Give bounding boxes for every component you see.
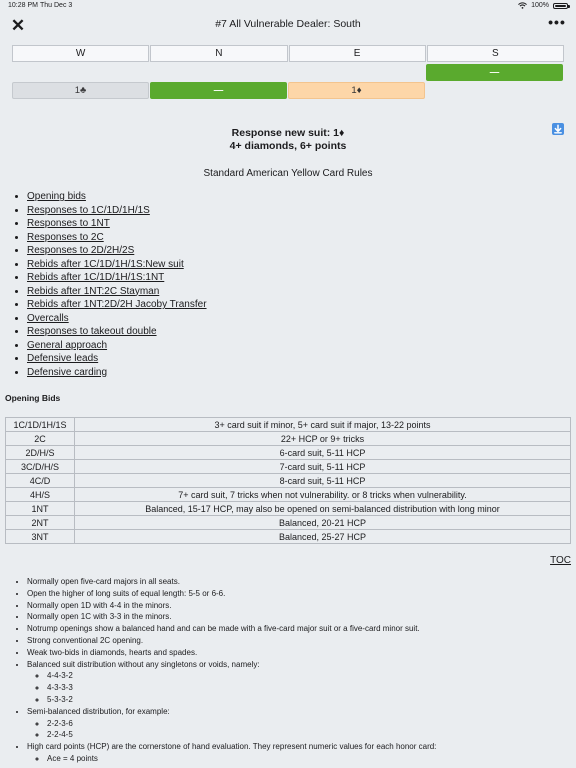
bid-west-1-club[interactable]: 1♣	[12, 82, 149, 99]
toc-link-rebids-stayman[interactable]: Rebids after 1NT:2C Stayman	[27, 285, 160, 297]
toc-link-rebids-1nt[interactable]: Rebids after 1C/1D/1H/1S:1NT	[27, 272, 165, 283]
status-right	[518, 2, 568, 9]
toc-link-opening-bids[interactable]: Opening bids	[27, 191, 86, 202]
list-item	[27, 339, 207, 353]
list-item	[27, 244, 207, 258]
bid-code: 3C/D/H/S	[6, 460, 75, 474]
toc-link-responses-2c[interactable]: Responses to 2C	[27, 231, 104, 243]
toc-link-general-approach[interactable]: General approach	[27, 339, 108, 351]
list-item: ◦ 4-3-3-3	[47, 682, 436, 694]
list-item	[27, 312, 207, 326]
toc-link-rebids-new-suit[interactable]: Rebids after 1C/1D/1H/1S:New suit	[27, 258, 184, 270]
bid-description: Balanced, 25-27 HCP	[75, 530, 571, 544]
list-item-text: Semi-balanced distribution, for example:	[27, 706, 170, 716]
table-row	[6, 502, 571, 516]
list-item: ◦ 2-2-4-5	[47, 729, 436, 741]
list-item	[27, 231, 207, 245]
table-row	[6, 474, 571, 488]
bid-explanation	[0, 127, 576, 153]
list-item-text: High card points (HCP) are the cornerstone of hand evaluation. They represent numeric values for each honor card:	[27, 742, 437, 752]
bid-code: 1C/1D/1H/1S	[6, 418, 75, 432]
list-item	[27, 325, 207, 339]
nav-bar	[0, 12, 576, 40]
table-row	[6, 432, 571, 446]
list-item: • Normally open five-card majors in all seats.	[27, 576, 436, 588]
status-date: Thu Dec 3	[40, 2, 73, 9]
status-bar	[0, 0, 576, 12]
bid-description: 7-card suit, 5-11 HCP	[75, 460, 571, 474]
bid-north-pass[interactable]: —	[150, 82, 287, 99]
bid-code: 4C/D	[6, 474, 75, 488]
more-icon: •••	[548, 14, 566, 30]
list-item: • Normally open 1C with 3-3 in the minors.	[27, 611, 436, 623]
toc-link-responses-1-suit[interactable]: Responses to 1C/1D/1H/1S	[27, 204, 150, 216]
bid-code: 1NT	[6, 502, 75, 516]
response-meaning: Response new suit: 1♦	[231, 127, 345, 139]
bid-description: Balanced, 20-21 HCP	[75, 516, 571, 530]
sublist	[27, 718, 436, 742]
deal-title: #7 All Vulnerable Dealer: South	[215, 18, 361, 30]
bid-code: 3NT	[6, 530, 75, 544]
toc-link-takeout-double[interactable]: Responses to takeout double	[27, 326, 157, 337]
seat-north: N	[150, 45, 287, 62]
list-item	[27, 366, 207, 380]
bid-code: 2D/H/S	[6, 446, 75, 460]
toc-link[interactable]: TOC	[550, 555, 571, 566]
list-item	[27, 298, 207, 312]
toc-link-defensive-leads[interactable]: Defensive leads	[27, 353, 99, 364]
table-row	[6, 530, 571, 544]
list-item	[27, 741, 436, 765]
battery-icon	[553, 3, 568, 9]
list-item	[27, 217, 207, 231]
close-icon: ✕	[10, 16, 26, 35]
toc-list	[16, 190, 207, 379]
list-item: • Notrump openings show a balanced hand and can be made with a five-card major suit or a five-card minor suit.	[27, 623, 436, 635]
toc-link-rebids-jacoby[interactable]: Rebids after 1NT:2D/2H Jacoby Transfer	[27, 299, 207, 310]
bid-south-pass[interactable]: —	[426, 64, 563, 81]
bid-description: 7+ card suit, 7 tricks when not vulnerability. or 8 tricks when vulnerability.	[75, 488, 571, 502]
seat-west: W	[12, 45, 149, 62]
list-item	[27, 659, 436, 706]
list-item	[27, 271, 207, 285]
list-item: ◦ Ace = 4 points	[47, 753, 436, 765]
list-item: • Weak two-bids in diamonds, hearts and spades.	[27, 647, 436, 659]
bid-code: 4H/S	[6, 488, 75, 502]
list-item	[27, 258, 207, 272]
toc-link-responses-1nt[interactable]: Responses to 1NT	[27, 218, 110, 229]
seat-east: E	[289, 45, 426, 62]
list-item	[27, 285, 207, 299]
response-requirements: 4+ diamonds, 6+ points	[229, 140, 347, 152]
sublist	[27, 670, 436, 705]
rules-title: Standard American Yellow Card Rules	[203, 168, 373, 179]
table-row	[6, 516, 571, 530]
wifi-icon	[518, 2, 527, 9]
bid-description: Balanced, 15-17 HCP, may also be opened on semi-balanced distribution with long minor	[75, 502, 571, 516]
list-item: • Open the higher of long suits of equal length: 5-5 or 6-6.	[27, 588, 436, 600]
opening-bids-table	[5, 417, 571, 544]
list-item: • Strong conventional 2C opening.	[27, 635, 436, 647]
table-row	[6, 418, 571, 432]
status-time: 10:28 PM	[8, 2, 38, 9]
bid-east-1-diamond[interactable]: 1♦	[288, 82, 425, 99]
table-row	[6, 446, 571, 460]
table-row	[6, 460, 571, 474]
general-notes-list	[14, 576, 436, 765]
battery-percent: 100%	[531, 2, 549, 9]
toc-link-overcalls[interactable]: Overcalls	[27, 312, 69, 324]
seat-south: S	[427, 45, 564, 62]
list-item	[27, 352, 207, 366]
list-item	[27, 706, 436, 741]
section-title-opening-bids: Opening Bids	[5, 393, 61, 403]
seat-header	[12, 45, 564, 62]
list-item	[27, 204, 207, 218]
auction-row-2	[12, 82, 564, 99]
list-item: ◦ 2-2-3-6	[47, 718, 436, 730]
table-row	[6, 488, 571, 502]
list-item: ◦ 4-4-3-2	[47, 670, 436, 682]
sublist	[27, 753, 436, 765]
bid-description: 6-card suit, 5-11 HCP	[75, 446, 571, 460]
auction-row-1	[12, 64, 564, 81]
list-item-text: Balanced suit distribution without any singletons or voids, namely:	[27, 659, 260, 669]
bid-code: 2NT	[6, 516, 75, 530]
list-item: ◦ 5-3-3-2	[47, 694, 436, 706]
bid-description: 22+ HCP or 9+ tricks	[75, 432, 571, 446]
more-button[interactable]	[546, 16, 568, 32]
list-item: • Normally open 1D with 4-4 in the minors.	[27, 600, 436, 612]
bid-code: 2C	[6, 432, 75, 446]
bid-description: 3+ card suit if minor, 5+ card suit if major, 13-22 points	[75, 418, 571, 432]
bid-description: 8-card suit, 5-11 HCP	[75, 474, 571, 488]
toc-link-defensive-carding[interactable]: Defensive carding	[27, 366, 108, 378]
list-item	[27, 190, 207, 204]
toc-link-responses-weak-two[interactable]: Responses to 2D/2H/2S	[27, 245, 135, 256]
